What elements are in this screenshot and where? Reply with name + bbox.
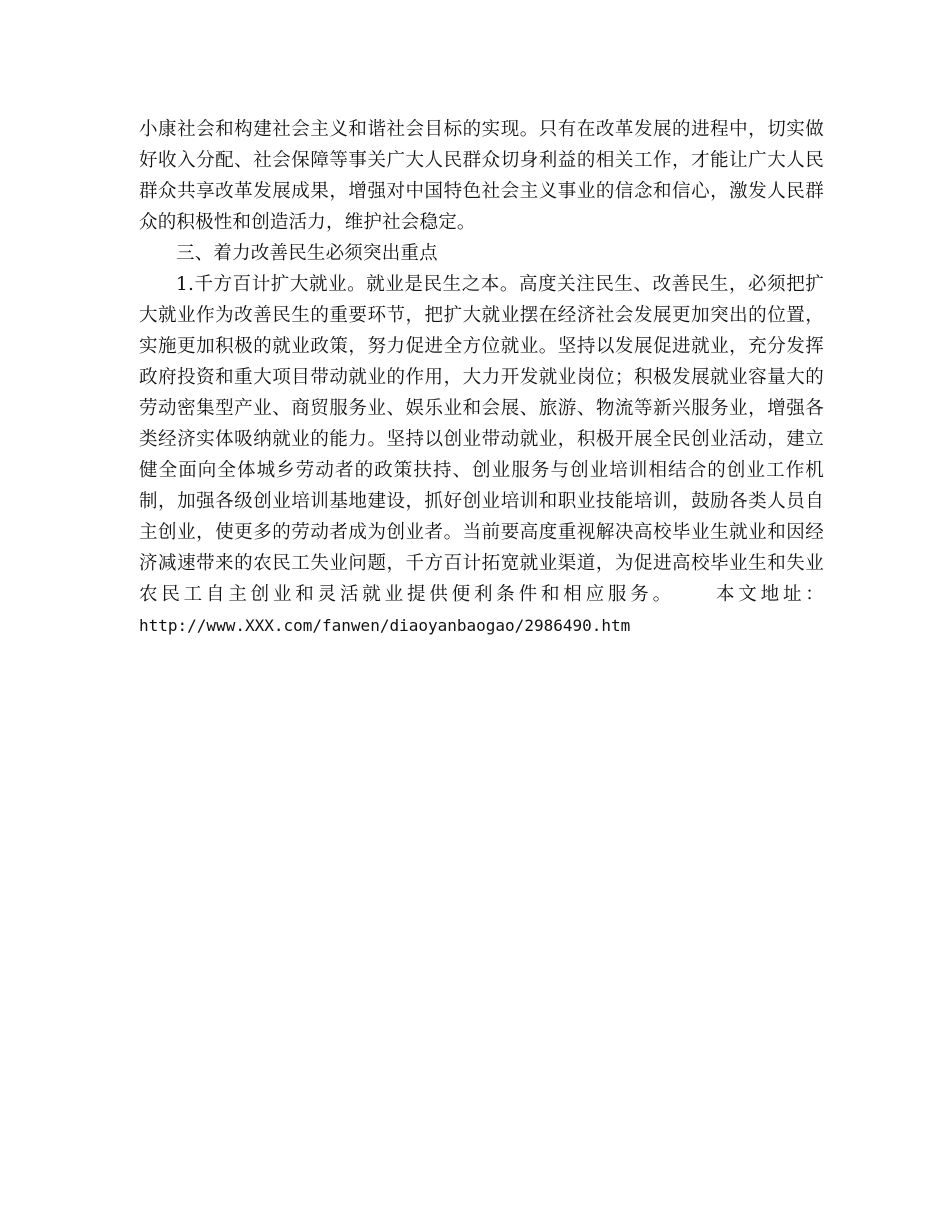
source-url[interactable]: http://www.XXX.com/fanwen/diaoyanbaogao/2986490.htm xyxy=(139,616,631,635)
section-heading: 三、着力改善民生必须突出重点 xyxy=(176,243,438,264)
paragraph-employment-text: 1.千方百计扩大就业。就业是民生之本。高度关注民生、改善民生，必须把扩大就业作为改善民生的重要环节，把扩大就业摆在经济社会发展更加突出的位置，实施更加积极的就业政策，努力促进全方位就业。坚持以发展促进就业，充分发挥政府投资和重大项目带动就业的作用，大力开发就业岗位；积极发展就业容量大的劳动密集型产业、商贸服务业、娱乐业和会展、旅游、物流等新兴服务业，增强各类经济实体吸纳就业的能力。坚持以创业带动就业，积极开展全民创业活动，建立健全面向全体城乡劳动者的政策扶持、创业服务与创业培训相结合的创业工作机制，加强各级创业培训基地建设，抓好创业培训和职业技能培训，鼓励各类人员自主创业，使更多的劳动者成为创业者。当前要高度重视解决高校毕业生就业和因经济减速带来的农民工失业问题，千方百计拓宽就业渠道，为促进高校毕业生和失业农民工自主创业和灵活就业提供便利条件和相应服务。 xyxy=(139,274,824,605)
paragraph-employment xyxy=(139,269,824,610)
paragraph-continuation: 小康社会和构建社会主义和谐社会目标的实现。只有在改革发展的进程中，切实做好收入分配、社会保障等事关广大人民群众切身利益的相关工作，才能让广大人民群众共享改革发展成果，增强对中国特色社会主义事业的信念和信心，激发人民群众的积极性和创造活力，维护社会稳定。 xyxy=(139,119,824,233)
source-label: 本文地址： xyxy=(712,584,824,605)
document-body xyxy=(139,114,824,641)
